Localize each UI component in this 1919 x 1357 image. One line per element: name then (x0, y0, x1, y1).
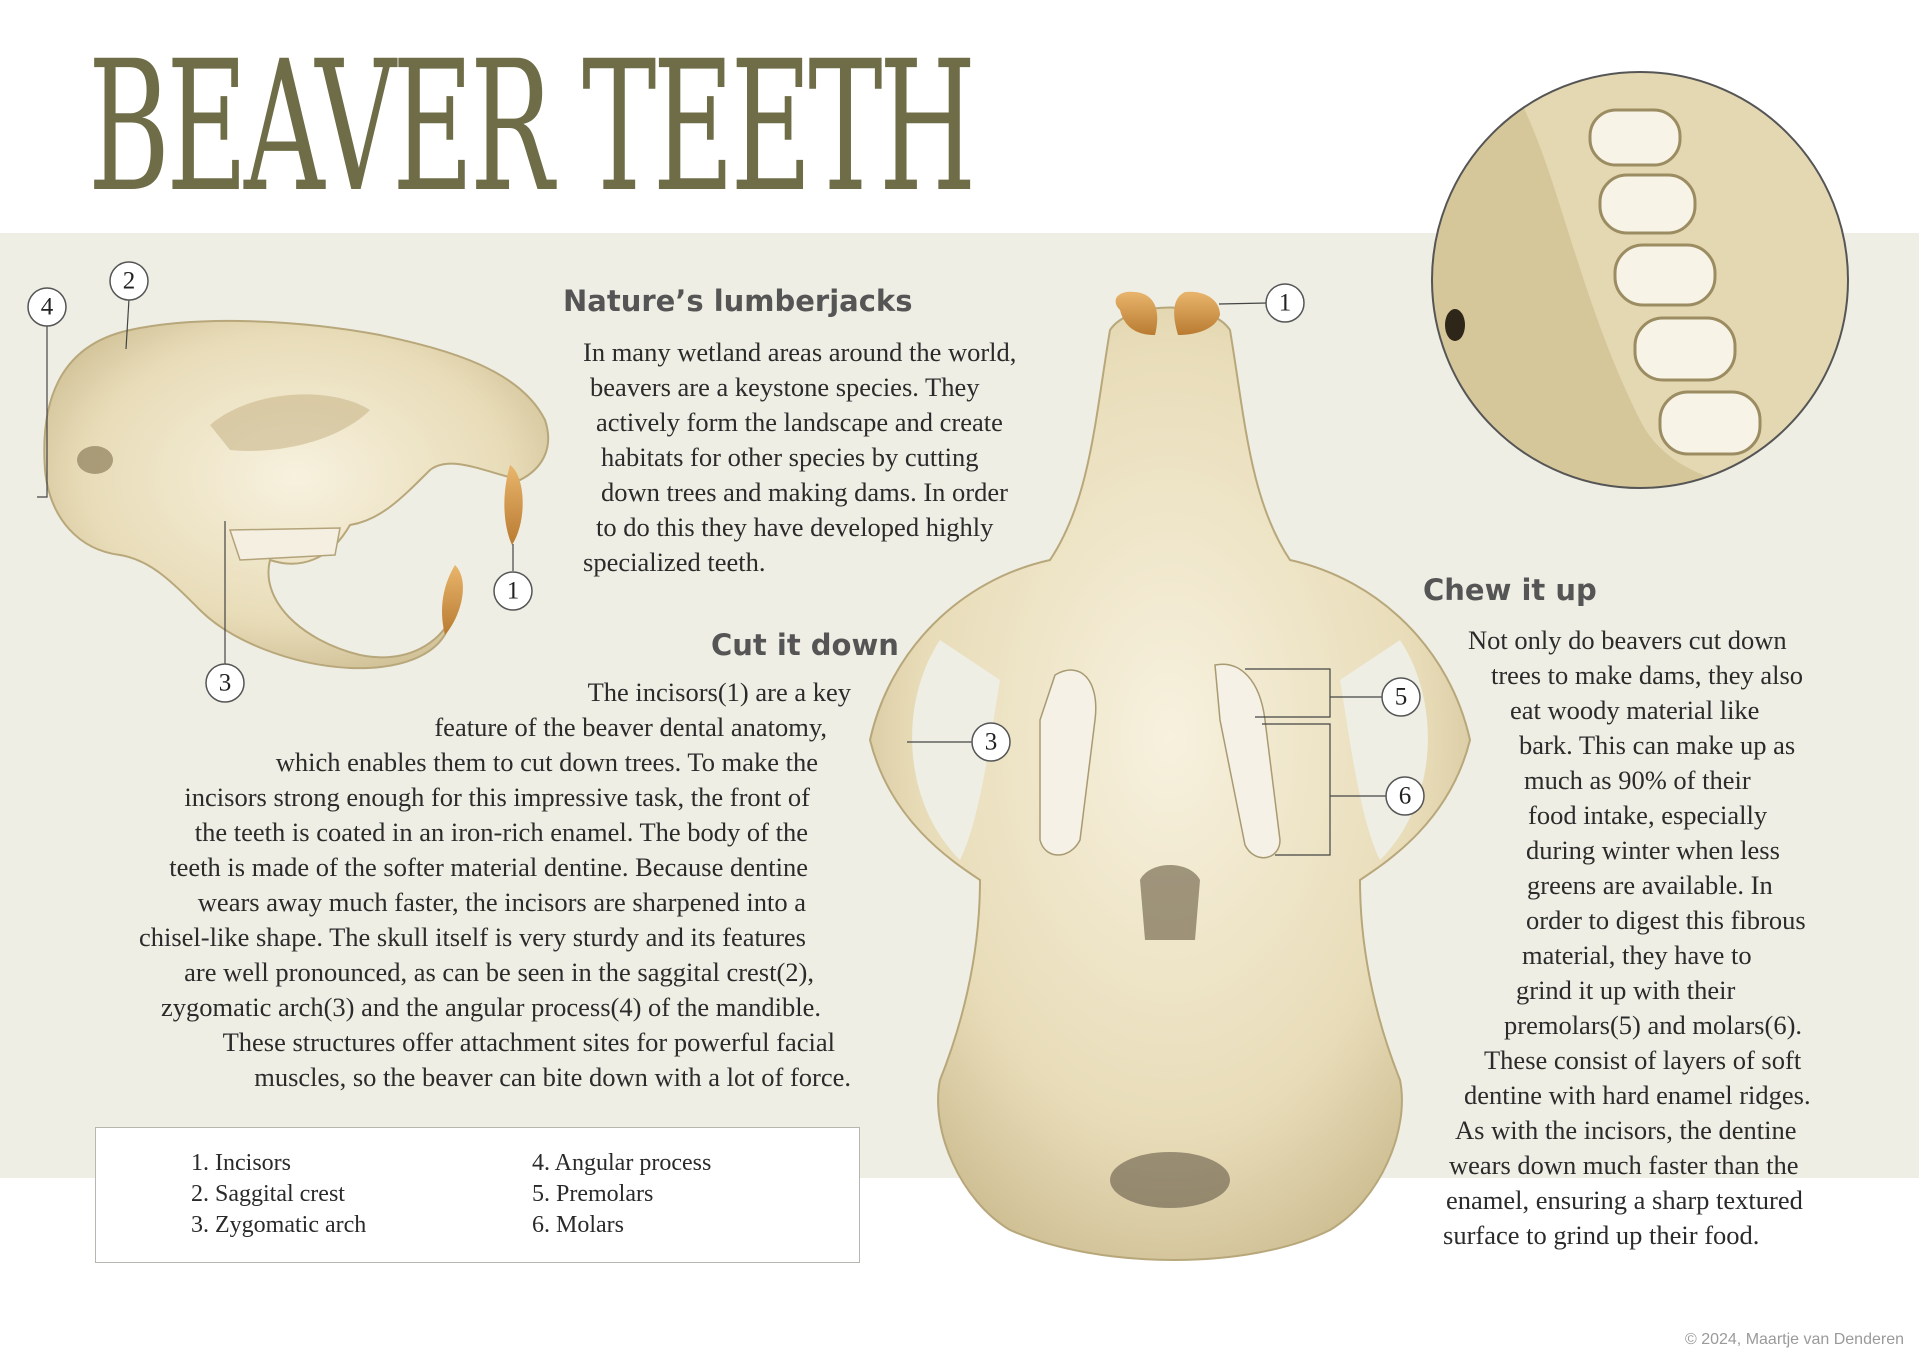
legend-item: 4. Angular process (532, 1150, 712, 1176)
svg-text:2: 2 (122, 267, 136, 295)
svg-text:3: 3 (984, 728, 998, 756)
callout-1-ventral (1266, 284, 1304, 322)
legend-item: 1. Incisors (191, 1150, 291, 1176)
legend-item: 2. Saggital crest (191, 1181, 345, 1207)
heading-cut-it-down: Cut it down (711, 628, 899, 662)
page-title: BEAVER TEETH (88, 23, 973, 232)
callout-2 (110, 262, 148, 300)
svg-text:6: 6 (1398, 782, 1412, 810)
legend-box (95, 1127, 860, 1263)
svg-text:4: 4 (40, 293, 54, 321)
cut-it-down-text: The incisors(1) are a key feature of the beaver dental anatomy, which enables them to cut down trees. To make the incisors strong enough for this impressive task, the front of the teeth is coated in an iron-rich enamel. The body of the teeth is made of the softer material dentine. Because dentine wears away much faster, the incisors are sharpened into a chisel-like shape. The skull itself is very sturdy and its features are well pronounced, as can be seen in the saggital crest(2), zygomatic arch(3) and the angular process(4) of the mandible. These structures offer attachment sites for powerful facial muscles, so the beaver can bite down with a lot of force. (138, 677, 851, 1092)
callout-6 (1386, 777, 1424, 815)
molar-zoom-illustration (1430, 70, 1850, 490)
natures-lumberjacks-text: In many wetland areas around the world, beavers are a keystone species. They actively form the landscape and create habitats for other species by cutting down trees and making dams. In order to do this they have developed highly specialized teeth. (583, 337, 1017, 577)
legend-item: 6. Molars (532, 1212, 624, 1238)
heading-chew-it-up: Chew it up (1423, 573, 1597, 607)
chew-it-up-text: Not only do beavers cut down trees to make dams, they also eat woody material like bark. This can make up as much as 90% of their food intake, especially during winter when less greens are available. In order to digest this fibrous material, they have to grind it up with their premolars(5) and molars(6). These consist of layers of soft dentine with hard enamel ridges. As with the incisors, the dentine wears down much faster than the enamel, ensuring a sharp textured surface to grind up their food. (1443, 625, 1811, 1250)
svg-text:1: 1 (1278, 289, 1292, 317)
copyright-notice: © 2024, Maartje van Denderen (1684, 1331, 1904, 1348)
lateral-skull-illustration (44, 321, 548, 668)
legend-column-left (191, 1148, 366, 1241)
heading-natures-lumberjacks: Nature’s lumberjacks (563, 284, 913, 318)
legend-column-right (532, 1148, 711, 1241)
legend-item: 3. Zygomatic arch (191, 1212, 367, 1238)
callout-4 (28, 288, 66, 326)
svg-text:3: 3 (218, 669, 232, 697)
legend-item: 5. Premolars (532, 1181, 654, 1207)
callout-1-lateral (494, 572, 532, 610)
svg-text:1: 1 (506, 577, 520, 605)
callout-3-ventral (972, 723, 1010, 761)
callout-5 (1382, 678, 1420, 716)
svg-text:5: 5 (1394, 683, 1408, 711)
